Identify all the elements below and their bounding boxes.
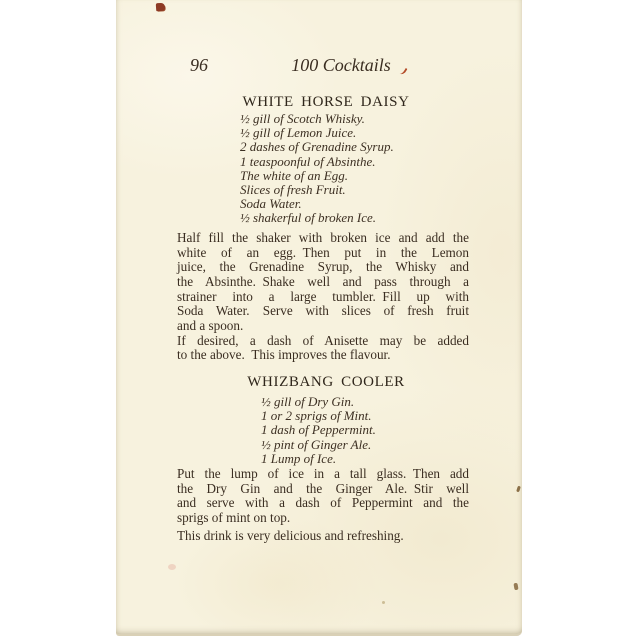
paper-speck bbox=[516, 486, 521, 493]
text-line: Soda Water. Serve with slices of fresh fruit bbox=[177, 303, 469, 319]
paper-speck bbox=[513, 583, 518, 591]
paragraph-method bbox=[177, 231, 469, 334]
text-line: If desired, a dash of Anisette may be added bbox=[177, 332, 469, 348]
recipe-body-whizbang-cooler bbox=[177, 467, 469, 543]
ingredient-line: Soda Water. bbox=[240, 196, 302, 212]
paragraph-note bbox=[177, 334, 469, 363]
text-line: to the above. This improves the flavour. bbox=[177, 347, 391, 363]
ingredient-line: 1 dash of Peppermint. bbox=[261, 422, 376, 438]
ingredient-line: 2 dashes of Grenadine Syrup. bbox=[240, 139, 394, 155]
recipe-title-white-horse-daisy: WHITE HORSE DAISY bbox=[242, 94, 410, 110]
text-line: the Absinthe. Shake well and pass through a bbox=[177, 273, 469, 289]
ingredient-list-white-horse-daisy bbox=[240, 112, 394, 226]
paragraph-method bbox=[177, 467, 469, 526]
text-line: Put the lump of ice in a tall glass. Then add bbox=[177, 466, 469, 481]
ingredient-line: ½ gill of Scotch Whisky. bbox=[240, 111, 365, 126]
ingredient-line: The white of an Egg. bbox=[240, 167, 348, 183]
text-line: and a spoon. bbox=[177, 317, 244, 333]
ingredient-list-whizbang-cooler bbox=[261, 395, 376, 466]
ingredient-line: 1 Lump of Ice. bbox=[261, 450, 337, 466]
page-number: 96 bbox=[190, 55, 208, 75]
recipe-body-white-horse-daisy bbox=[177, 231, 469, 363]
ingredient-line: ½ gill of Lemon Juice. bbox=[240, 125, 357, 141]
ingredient-line: ½ shakerful of broken Ice. bbox=[240, 210, 376, 226]
text-line: and serve with a dash of Peppermint and the bbox=[177, 495, 469, 511]
text-line: strainer into a large tumbler. Fill up with bbox=[177, 288, 469, 304]
book-page bbox=[116, 0, 522, 636]
page-header bbox=[116, 55, 522, 79]
paper-speck bbox=[382, 601, 385, 604]
ingredient-line: 1 or 2 sprigs of Mint. bbox=[261, 408, 372, 424]
paragraph-note bbox=[177, 529, 469, 544]
ingredient-line: 1 teaspoonful of Absinthe. bbox=[240, 153, 376, 169]
text-line: This drink is very delicious and refreshing. bbox=[177, 527, 404, 543]
text-line: Half fill the shaker with broken ice and add the bbox=[177, 230, 469, 245]
red-ink-flick-icon bbox=[398, 66, 407, 76]
text-line: the Dry Gin and the Ginger Ale. Stir well bbox=[177, 480, 469, 496]
ingredient-line: ½ gill of Dry Gin. bbox=[261, 394, 355, 409]
running-title: 100 Cocktails bbox=[291, 55, 391, 75]
paper-speck bbox=[168, 564, 176, 570]
recipe-title-whizbang-cooler: WHIZBANG COOLER bbox=[247, 374, 405, 390]
text-line: white of an egg. Then put in the Lemon bbox=[177, 244, 469, 260]
ingredient-line: Slices of fresh Fruit. bbox=[240, 182, 346, 198]
red-printer-mark-icon bbox=[156, 3, 166, 12]
text-line: sprigs of mint on top. bbox=[177, 509, 291, 525]
text-line: juice, the Grenadine Syrup, the Whisky and bbox=[177, 259, 469, 275]
ingredient-line: ½ pint of Ginger Ale. bbox=[261, 436, 372, 452]
